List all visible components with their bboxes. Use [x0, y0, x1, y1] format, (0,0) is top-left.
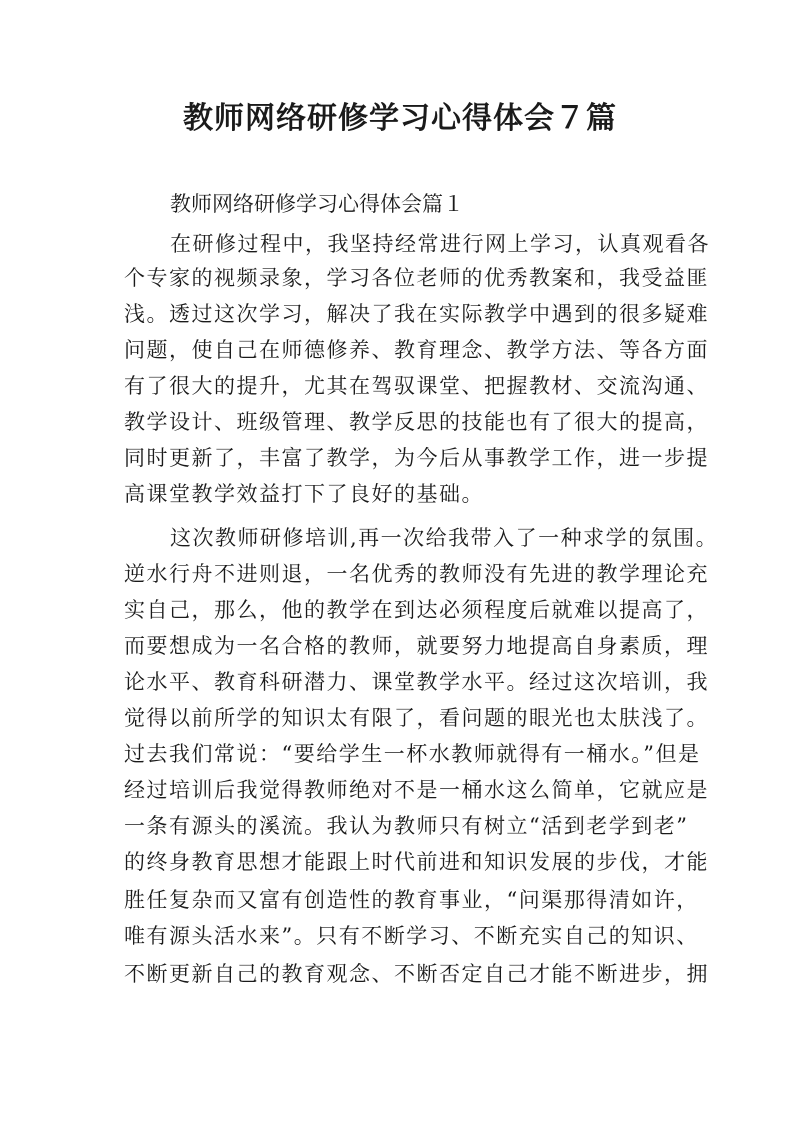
body-line: 不断更新自己的教育观念、不断否定自己才能不断进步，拥: [124, 962, 709, 986]
body-line: 同时更新了，丰富了教学，为今后从事教学工作，进一步提: [124, 446, 709, 470]
body-line: 实自己，那么，他的教学在到达必须程度后就难以提高了，: [124, 598, 709, 622]
body-line: 经过培训后我觉得教师绝对不是一桶水这么简单，它就应是: [124, 778, 709, 802]
body-line: 在研修过程中，我坚持经常进行网上学习，认真观看各: [170, 232, 710, 256]
body-line: 论水平、教育科研潜力、课堂教学水平。经过这次培训，我: [124, 670, 709, 694]
body-line: 浅。透过这次学习，解决了我在实际教学中遇到的很多疑难: [124, 302, 709, 326]
body-line: 唯有源头活水来”。只有不断学习、不断充实自己的知识、: [124, 924, 699, 948]
body-line: 问题，使自己在师德修养、教育理念、教学方法、等各方面: [124, 338, 709, 362]
body-line: 逆水行舟不进则退，一名优秀的教师没有先进的教学理论充: [124, 562, 709, 586]
body-line: 一条有源头的溪流。我认为教师只有树立“活到老学到老”: [124, 814, 689, 838]
document-title: 教师网络研修学习心得体会７篇: [183, 101, 617, 136]
body-line: 有了很大的提升，尤其在驾驭课堂、把握教材、交流沟通、: [124, 374, 709, 398]
body-line: 胜任复杂而又富有创造性的教育事业，“问渠那得清如许，: [124, 888, 699, 912]
body-line: 个专家的视频录象，学习各位老师的优秀教案和，我受益匪: [124, 266, 709, 290]
section-heading: 教师网络研修学习心得体会篇１: [170, 192, 464, 216]
body-line: 教学设计、班级管理、教学反思的技能也有了很大的提高，: [124, 410, 709, 434]
body-line: 过去我们常说：“要给学生一杯水教师就得有一桶水。”但是: [124, 742, 701, 766]
body-line: 高课堂教学效益打下了良好的基础。: [124, 482, 484, 506]
body-line: 觉得以前所学的知识太有限了，看问题的眼光也太肤浅了。: [124, 706, 709, 730]
body-line: 这次教师研修培训,再一次给我带入了一种求学的氛围。: [170, 526, 719, 550]
body-line: 的终身教育思想才能跟上时代前进和知识发展的步伐，才能: [124, 850, 709, 874]
body-line: 而要想成为一名合格的教师，就要努力地提高自身素质，理: [124, 634, 709, 658]
